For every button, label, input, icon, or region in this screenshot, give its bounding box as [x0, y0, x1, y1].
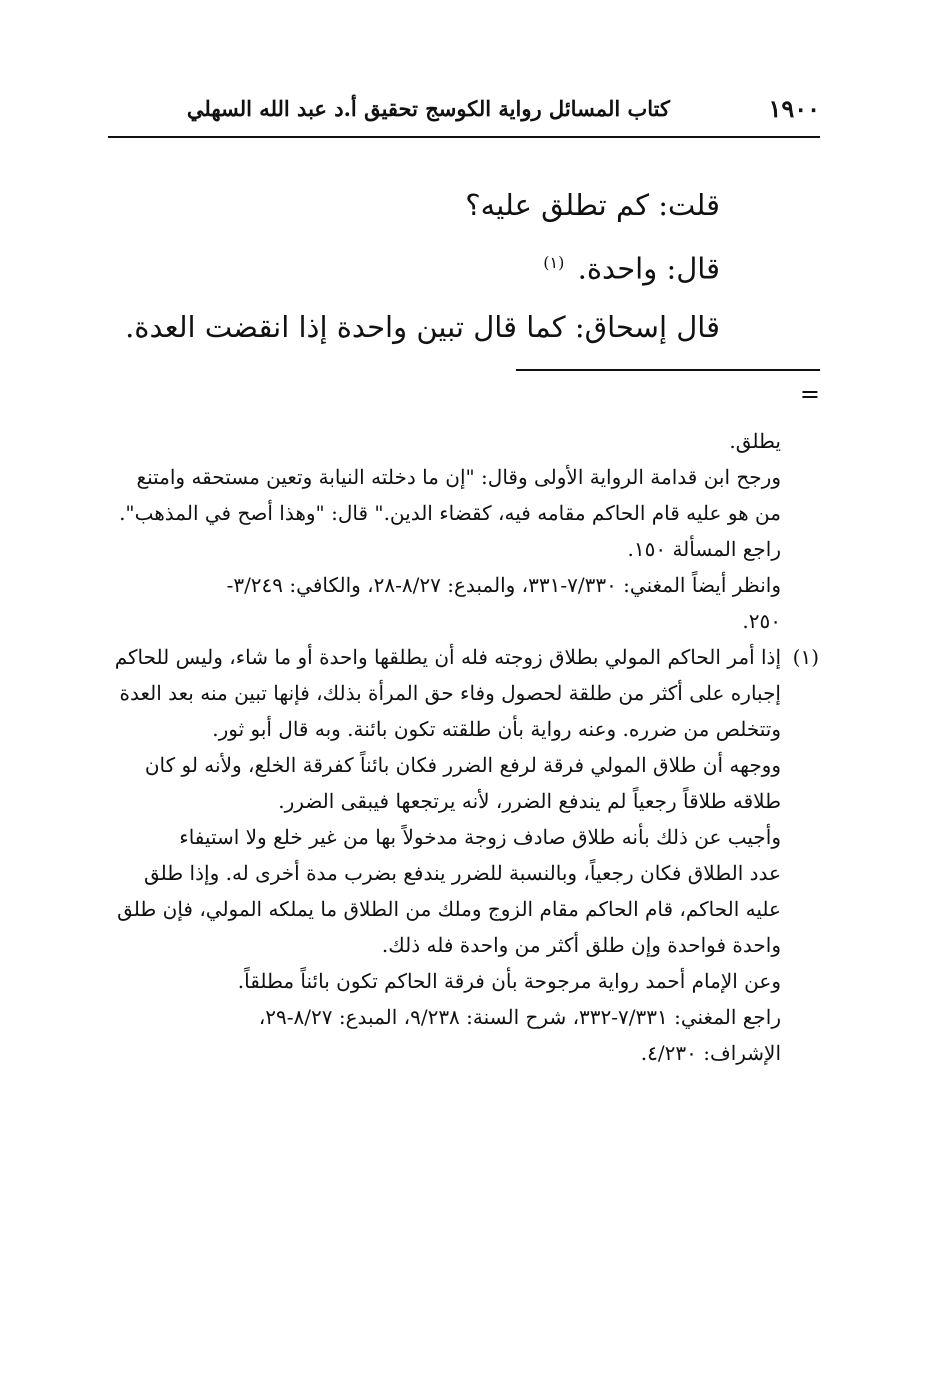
main-line-text: قال: واحدة. — [577, 251, 720, 286]
footnote-reference: (١) — [543, 253, 565, 272]
footnote-line: الإشراف: ٤/٢٣٠. — [640, 1041, 781, 1065]
main-line: قال إسحاق: كما قال تبين واحدة إذا انقضت العدة. — [125, 309, 720, 344]
main-line: قلت: كم تطلق عليه؟ — [465, 188, 720, 222]
footnote-line: وأجيب عن ذلك بأنه طلاق صادف زوجة مدخولاً بها من غير خلع ولا استيفاء — [179, 825, 781, 849]
footnote-line: عليه الحاكم، قام الحاكم مقام الزوج وملك من الطلاق ما يملكه المولي، فإن طلق — [117, 897, 781, 921]
page-header — [108, 94, 820, 134]
footnote-line: راجع المغني: ٧/٣٣١-٣٣٢، شرح السنة: ٩/٢٣٨، المبدع: ٨/٢٧-٢٩، — [258, 1005, 781, 1029]
footnote-divider — [516, 369, 820, 371]
header-rule — [108, 136, 820, 138]
footnote-line: ووجهه أن طلاق المولي فرقة لرفع الضرر فكان بائناً كفرقة الخلع، ولأنه لو كان — [144, 753, 781, 777]
footnote-line: من هو عليه قام الحاكم مقامه فيه، كقضاء الدين." قال: "وهذا أصح في المذهب". — [119, 501, 781, 525]
footnote-line: واحدة فواحدة وإن طلق أكثر من واحدة فله ذلك. — [381, 933, 781, 957]
footnote-line: إجباره على أكثر من طلقة لحصول وفاء حق المرأة بذلك، فإنها تبين منه بعد العدة — [119, 681, 781, 705]
main-line-with-reference — [200, 234, 720, 298]
footnote-line: ٢٥٠. — [742, 609, 781, 633]
footnote-line: إذا أمر الحاكم المولي بطلاق زوجته فله أن يطلقها واحدة أو ما شاء، وليس للحاكم — [114, 645, 781, 669]
footnote-line: راجع المسألة ١٥٠. — [627, 537, 781, 561]
footnotes — [103, 423, 819, 1071]
page-number: ١٩٠٠ — [768, 94, 820, 123]
running-title: كتاب المسائل رواية الكوسج تحقيق أ.د عبد الله السهلي — [186, 96, 670, 121]
main-text — [125, 176, 720, 356]
footnote-line: عدد الطلاق فكان رجعياً، وبالنسبة للضرر يندفع بضرب مدة أخرى له. وإذا طلق — [143, 861, 781, 885]
footnote-one — [103, 639, 819, 1071]
footnote-line: وانظر أيضاً المغني: ٧/٣٣٠-٣٣١، والمبدع: ٨/٢٧-٢٨، والكافي: ٣/٢٤٩- — [226, 573, 781, 597]
continued-footnote — [103, 423, 781, 639]
footnote-line: وعن الإمام أحمد رواية مرجوحة بأن فرقة الحاكم تكون بائناً مطلقاً. — [237, 969, 781, 993]
footnote-line: وتتخلص من ضرره. وعنه رواية بأن طلقته تكون بائنة. وبه قال أبو ثور. — [212, 717, 781, 741]
continuation-mark: = — [799, 380, 820, 408]
footnote-one-marker: (١) — [792, 645, 819, 669]
footnote-line: يطلق. — [729, 429, 781, 453]
footnote-line: طلاقه طلاقاً رجعياً لم يندفع الضرر، لأنه يرتجعها فيبقى الضرر. — [278, 789, 781, 813]
footnote-line: ورجح ابن قدامة الرواية الأولى وقال: "إن ما دخلته النيابة وتعين مستحقه وامتنع — [136, 465, 781, 489]
